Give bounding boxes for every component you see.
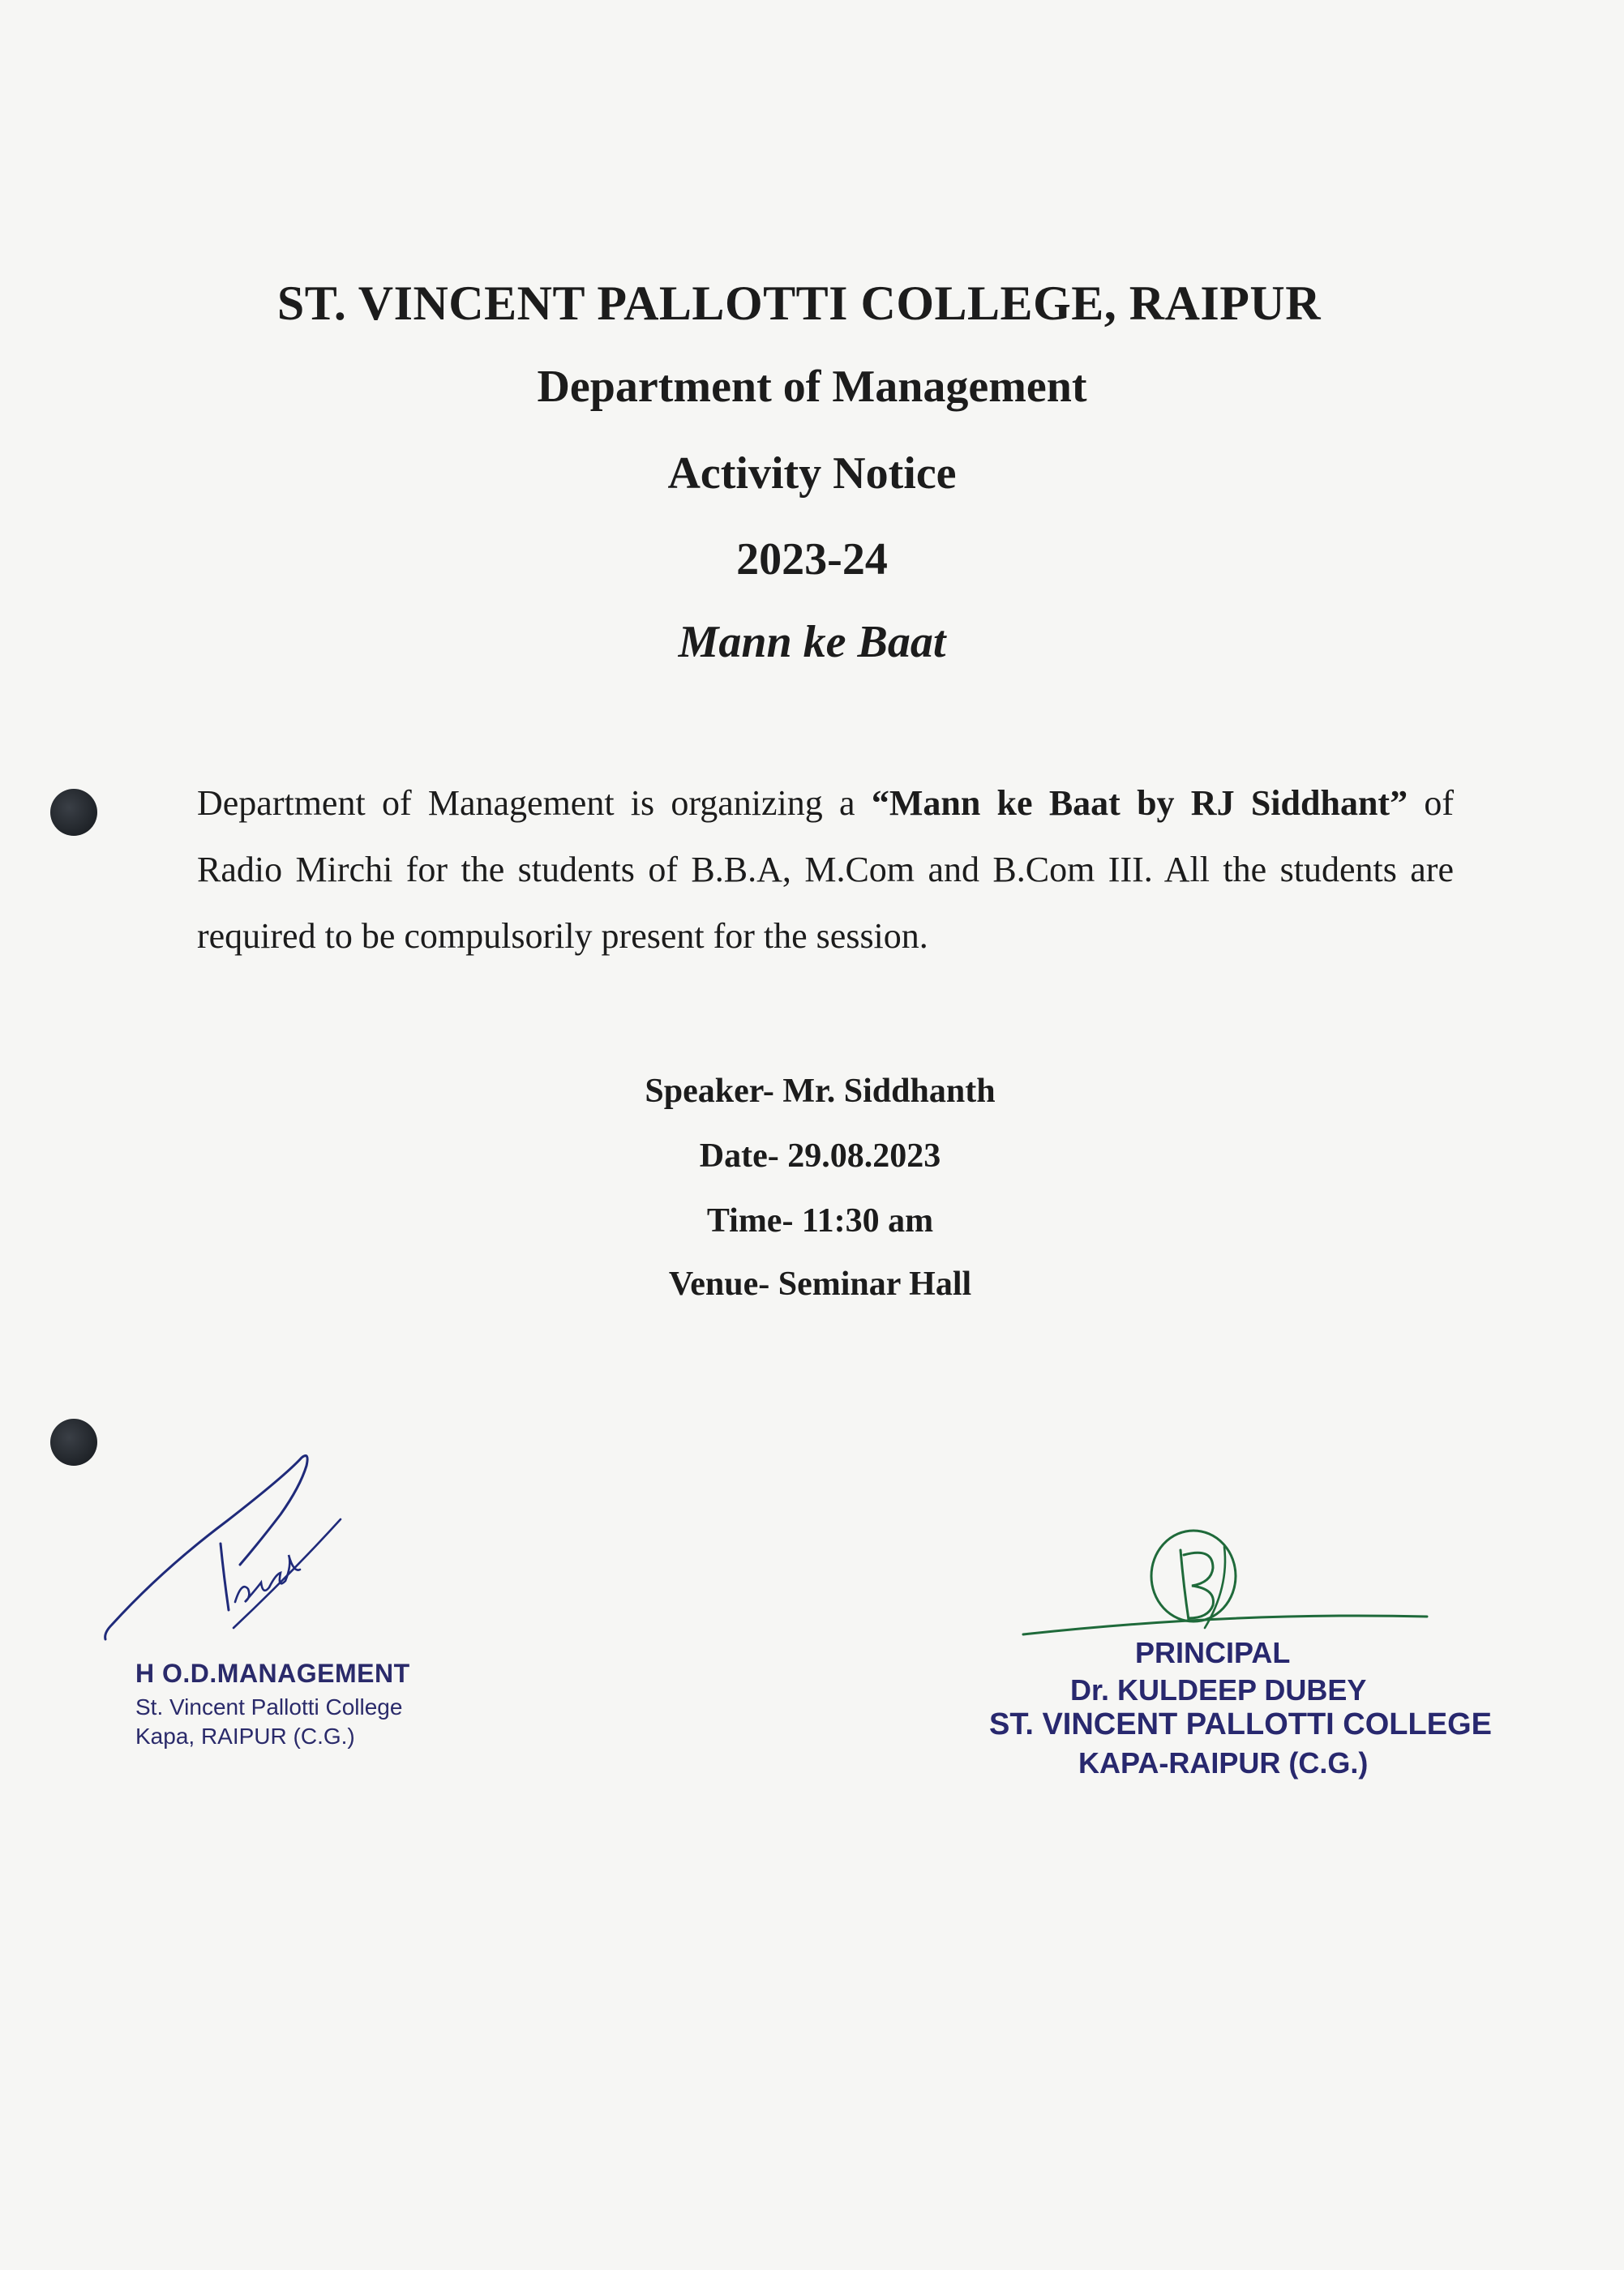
speaker-line: Speaker- Mr. Siddhanth bbox=[645, 1073, 996, 1110]
principal-stamp-name: Dr. KULDEEP DUBEY bbox=[1070, 1673, 1367, 1707]
principal-stamp-place: KAPA-RAIPUR (C.G.) bbox=[1078, 1746, 1369, 1780]
hod-signature bbox=[97, 1451, 357, 1646]
principal-stamp-title: PRINCIPAL bbox=[1135, 1636, 1291, 1669]
venue-line: Venue- Seminar Hall bbox=[668, 1266, 972, 1303]
principal-stamp-college: ST. VINCENT PALLOTTI COLLEGE bbox=[989, 1707, 1492, 1741]
college-name: ST. VINCENT PALLOTTI COLLEGE, RAIPUR bbox=[276, 276, 1322, 330]
session-year: 2023-24 bbox=[736, 534, 888, 585]
notice-body bbox=[197, 770, 1454, 970]
date-line: Date- 29.08.2023 bbox=[699, 1137, 941, 1175]
body-text-end: of Radio Mirchi for the students of B.B.A, M.Com and B.Com III. All the students are required to be compulsorily present for the session. bbox=[197, 783, 1454, 956]
principal-signature bbox=[1022, 1514, 1443, 1644]
punch-hole-bottom bbox=[50, 1419, 97, 1466]
event-title: Mann ke Baat bbox=[678, 617, 946, 667]
notice-type: Activity Notice bbox=[667, 448, 957, 499]
hod-stamp-place: Kapa, RAIPUR (C.G.) bbox=[135, 1724, 355, 1749]
department-name: Department of Management bbox=[537, 362, 1087, 412]
time-line: Time- 11:30 am bbox=[706, 1202, 934, 1240]
hod-stamp-title: H O.D.MANAGEMENT bbox=[135, 1659, 410, 1688]
punch-hole-top bbox=[50, 789, 97, 836]
body-highlight: “Mann ke Baat by RJ Siddhant” bbox=[871, 783, 1408, 823]
hod-stamp-college: St. Vincent Pallotti College bbox=[135, 1694, 403, 1720]
body-text-start: Department of Management is organizing a bbox=[197, 783, 872, 823]
